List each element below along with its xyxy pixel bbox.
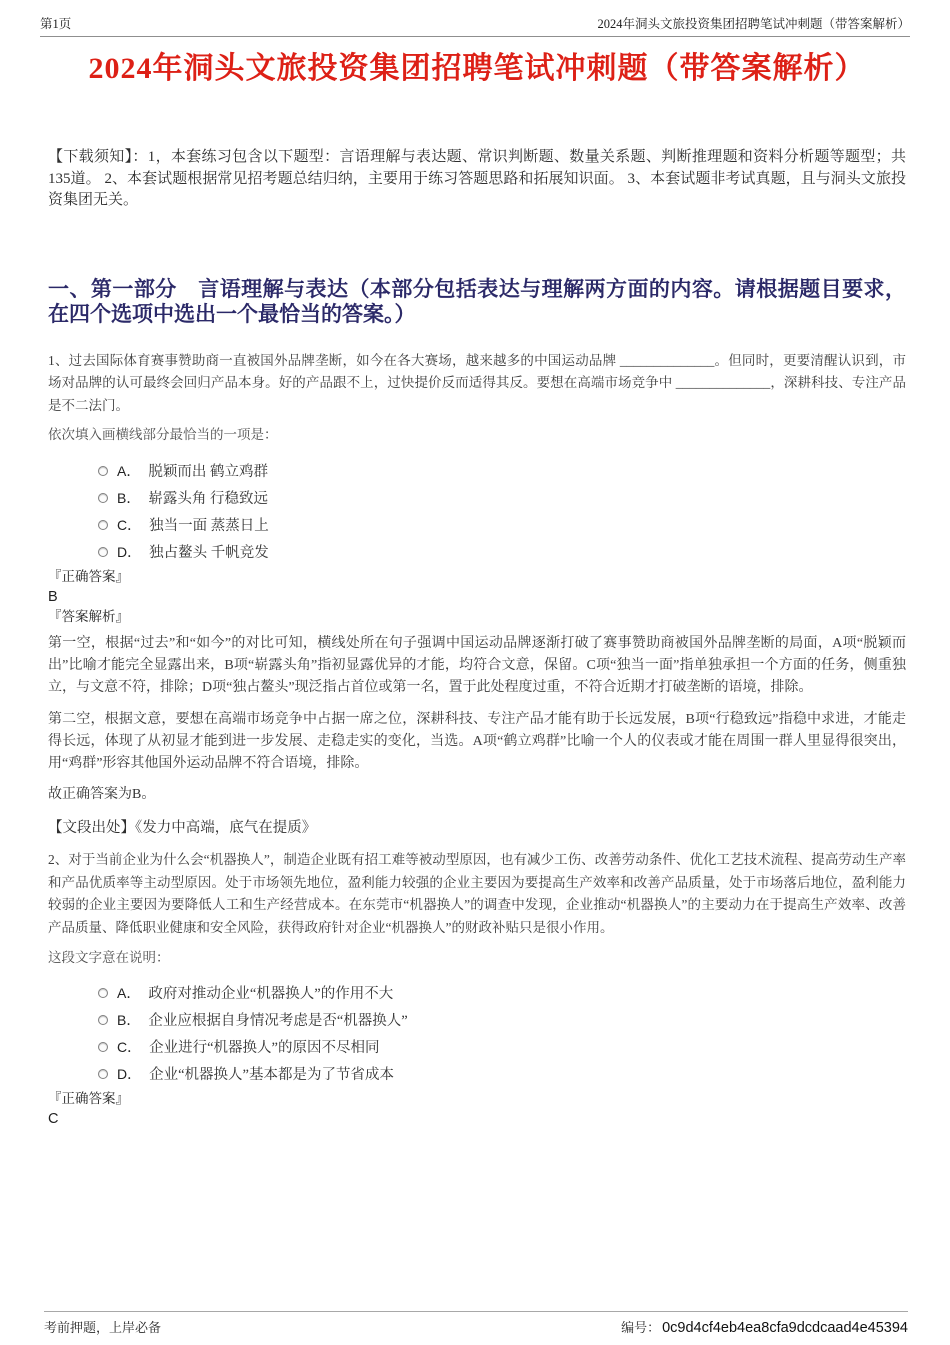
radio-button-icon[interactable] xyxy=(98,1015,108,1025)
correct-answer-label: 『正确答案』 xyxy=(48,1091,129,1106)
option-letter: A． xyxy=(117,984,141,1001)
question-2-prompt: 这段文字意在说明： xyxy=(48,950,170,965)
radio-button-icon[interactable] xyxy=(98,466,108,476)
page-footer xyxy=(44,1311,908,1336)
option-row-d[interactable] xyxy=(98,538,906,565)
radio-button-icon[interactable] xyxy=(98,493,108,503)
option-text: 崭露头角 行稳致远 xyxy=(148,491,268,507)
option-letter: A． xyxy=(117,462,141,479)
doc-id-value: 0c9d4cf4eb4ea8cfa9dcdcaad4e45394 xyxy=(662,1320,908,1336)
option-row-b[interactable] xyxy=(98,484,906,511)
radio-button-icon[interactable] xyxy=(98,1042,108,1052)
option-text: 政府对推动企业“机器换人”的作用不大 xyxy=(148,986,394,1002)
option-letter: C． xyxy=(117,1038,142,1055)
option-row-c[interactable] xyxy=(98,1033,906,1060)
question-2-stem: 2、对于当前企业为什么会“机器换人”，制造企业既有招工难等被动型原因，也有减少工伤、改善劳动条件、优化工艺技术流程、提高劳动生产率和产品优质率等主动型原因。处于市场领先地位，盈利能力较强的企业主要因为要提高生产效率和改善产品质量，处于市场落后地位，盈利能力较弱的企业主要因为要降低人工和生产经营成本。在东莞市“机器换人”的调查中发现，企业推动“机器换人”的主要动力在于提高生产效率、改善产品质量、降低职业健康和安全风险，获得政府针对企业“机器换人”的财政补贴只是很小作用。 xyxy=(48,852,906,935)
page-number: 第1页 xyxy=(40,17,72,31)
running-header-title: 2024年洞头文旅投资集团招聘笔试冲刺题（带答案解析） xyxy=(597,17,910,31)
radio-button-icon[interactable] xyxy=(98,520,108,530)
option-text: 脱颖而出 鹤立鸡群 xyxy=(148,464,268,480)
option-letter: B． xyxy=(117,489,141,506)
option-text: 企业进行“机器换人”的原因不尽相同 xyxy=(149,1040,380,1056)
question-2 xyxy=(48,849,906,1129)
question-1-prompt: 依次填入画横线部分最恰当的一项是： xyxy=(48,427,278,442)
question-1-options xyxy=(98,457,906,565)
doc-id-label: 编号： xyxy=(621,1320,661,1335)
correct-answer-value: B xyxy=(48,589,58,605)
option-letter: C． xyxy=(117,516,142,533)
analysis-paragraph-2: 第二空，根据文意，要想在高端市场竞争中占据一席之位，深耕科技、专注产品才能有助于长远发展，B项“行稳致远”指稳中求进，才能走得长远，体现了从初显才能到进一步发展、走稳走实的变化，当选。A项“鹤立鸡群”比喻一个人的仪表或才能在周围一群人里显得很突出，用“鸡群”形容其他国外运动品牌不符合语境，排除。 xyxy=(48,712,906,771)
option-row-a[interactable] xyxy=(98,979,906,1006)
option-row-b[interactable] xyxy=(98,1006,906,1033)
question-1 xyxy=(48,350,906,840)
document-body xyxy=(48,46,906,1129)
option-text: 独占鳌头 千帆竞发 xyxy=(149,545,269,561)
option-row-a[interactable] xyxy=(98,457,906,484)
option-text: 独当一面 蒸蒸日上 xyxy=(149,518,269,534)
option-letter: D． xyxy=(117,1065,142,1082)
footer-slogan: 考前押题，上岸必备 xyxy=(44,1320,162,1335)
passage-source: 【文段出处】《发力中高端，底气在提质》 xyxy=(48,820,317,836)
download-notice: 【下载须知】：1，本套练习包含以下题型：言语理解与表达题、常识判断题、数量关系题、判断推理题和资料分析题等题型；共135道。 2、本套试题根据常见招考题总结归纳，主要用于练习答题思路和拓展知识面。 3、本套试题非考试真题，且与洞头文旅投资集团无关。 xyxy=(48,149,906,208)
analysis-paragraph-1: 第一空，根据“过去”和“如今”的对比可知，横线处所在句子强调中国运动品牌逐渐打破了赛事赞助商被国外品牌垄断的局面，A项“脱颖而出”比喻才能完全显露出来，B项“崭露头角”指初显露优异的才能，均符合文意，保留。C项“独当一面”指单独承担一个方面的任务，侧重独立，与文意不符，排除；D项“独占鳌头”现泛指占首位或第一名，置于此处程度过重，不符合近期才打破垄断的语境，排除。 xyxy=(48,636,906,695)
option-row-d[interactable] xyxy=(98,1060,906,1087)
answer-conclusion: 故正确答案为B。 xyxy=(48,787,156,802)
running-header xyxy=(40,14,910,37)
page-title: 2024年洞头文旅投资集团招聘笔试冲刺题（带答案解析） xyxy=(88,52,866,85)
correct-answer-label: 『正确答案』 xyxy=(48,569,129,584)
analysis-label: 『答案解析』 xyxy=(48,609,129,624)
footer-doc-id xyxy=(621,1317,908,1336)
question-1-stem: 1、过去国际体育赛事赞助商一直被国外品牌垄断，如今在各大赛场，越来越多的中国运动品牌 ______________。但同时，更要清醒认识到，市场对品牌的认可最终会回归产品本身。好的产品跟不上，过快提价反而适得其反。要想在高端市场竞争中 ______________，深耕科技、专注产品是不二法门。 xyxy=(48,352,906,413)
correct-answer-value: C xyxy=(48,1111,59,1127)
question-2-options xyxy=(98,979,906,1087)
option-text: 企业“机器换人”基本都是为了节省成本 xyxy=(149,1067,394,1083)
radio-button-icon[interactable] xyxy=(98,547,108,557)
option-text: 企业应根据自身情况考虑是否“机器换人” xyxy=(148,1013,408,1029)
option-row-c[interactable] xyxy=(98,511,906,538)
option-letter: B． xyxy=(117,1011,141,1028)
section-heading: 一、第一部分 言语理解与表达（本部分包括表达与理解两方面的内容。请根据题目要求，在四个选项中选出一个最恰当的答案。） xyxy=(48,276,906,326)
radio-button-icon[interactable] xyxy=(98,1069,108,1079)
option-letter: D． xyxy=(117,543,142,560)
radio-button-icon[interactable] xyxy=(98,988,108,998)
